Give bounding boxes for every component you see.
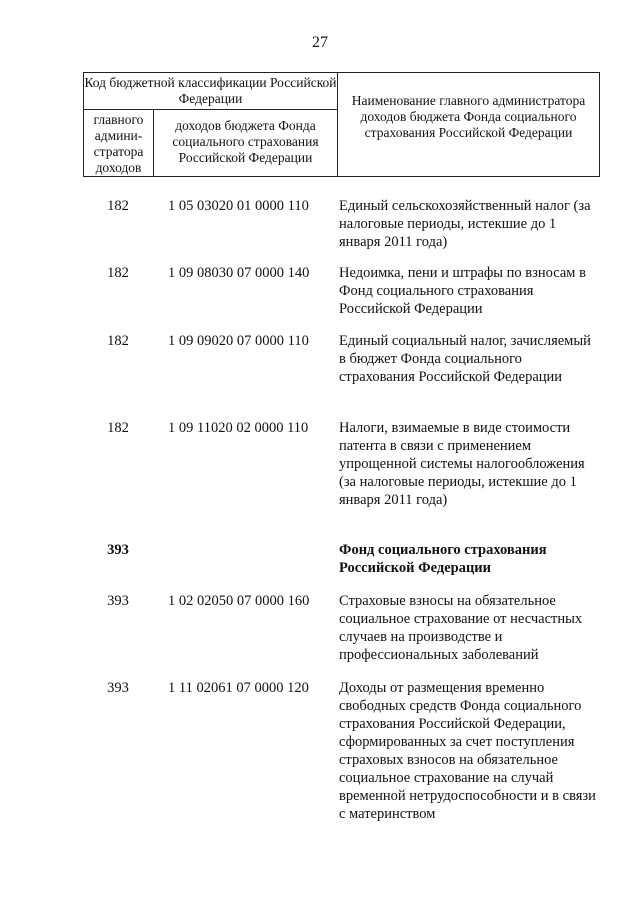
admin-code: 393 — [107, 593, 129, 609]
header-budget-income: доходов бюджета Фонда социального страхования Российской Федерации — [153, 109, 338, 177]
budget-code: 1 02 02050 07 0000 160 — [168, 593, 310, 609]
admin-code: 393 — [107, 542, 129, 558]
budget-code: 1 05 03020 01 0000 110 — [168, 198, 309, 214]
item-name: Единый сельскохозяйственный налог (за налоговые периоды, истекшие до 1 января 2011 года) — [339, 198, 591, 250]
header-main-administrator: главного админи-стратора доходов — [83, 109, 154, 177]
admin-code: 182 — [107, 333, 129, 349]
budget-code: 1 09 08030 07 0000 140 — [168, 265, 310, 281]
admin-code: 182 — [107, 420, 129, 436]
admin-code: 182 — [107, 198, 129, 214]
item-name: Единый социальный налог, зачисляемый в бюджет Фонда социального страхования Российской Федерации — [339, 333, 591, 385]
header-budget-classification-code: Код бюджетной классификации Российской Федерации — [83, 72, 338, 110]
admin-code: 393 — [107, 680, 129, 696]
section-title: Фонд социального страхования Российской Федерации — [339, 542, 547, 576]
item-name: Страховые взносы на обязательное социальное страхование от несчастных случаев на производстве и профессиональных заболеваний — [339, 593, 583, 663]
admin-code: 182 — [107, 265, 129, 281]
budget-code: 1 09 11020 02 0000 110 — [168, 420, 309, 436]
item-name: Налоги, взимаемые в виде стоимости патента в связи с применением упрощенной системы налогообложения (за налоговые периоды, истекшие до 1 января 2011 года) — [339, 420, 585, 508]
budget-code: 1 09 09020 07 0000 110 — [168, 333, 309, 349]
page-number: 27 — [312, 34, 328, 51]
header-administrator-name: Наименование главного администратора доходов бюджета Фонда социального страхования Российской Федерации — [337, 72, 600, 177]
item-name: Недоимка, пени и штрафы по взносам в Фонд социального страхования Российской Федерации — [339, 265, 586, 317]
budget-code: 1 11 02061 07 0000 120 — [168, 680, 309, 696]
item-name: Доходы от размещения временно свободных средств Фонда социального страхования Российской Федерации, сформированных за счет поступления страховых взносов на обязательное социальное страхование на случай временной нетрудоспособности и в связи с материнством — [339, 680, 596, 822]
